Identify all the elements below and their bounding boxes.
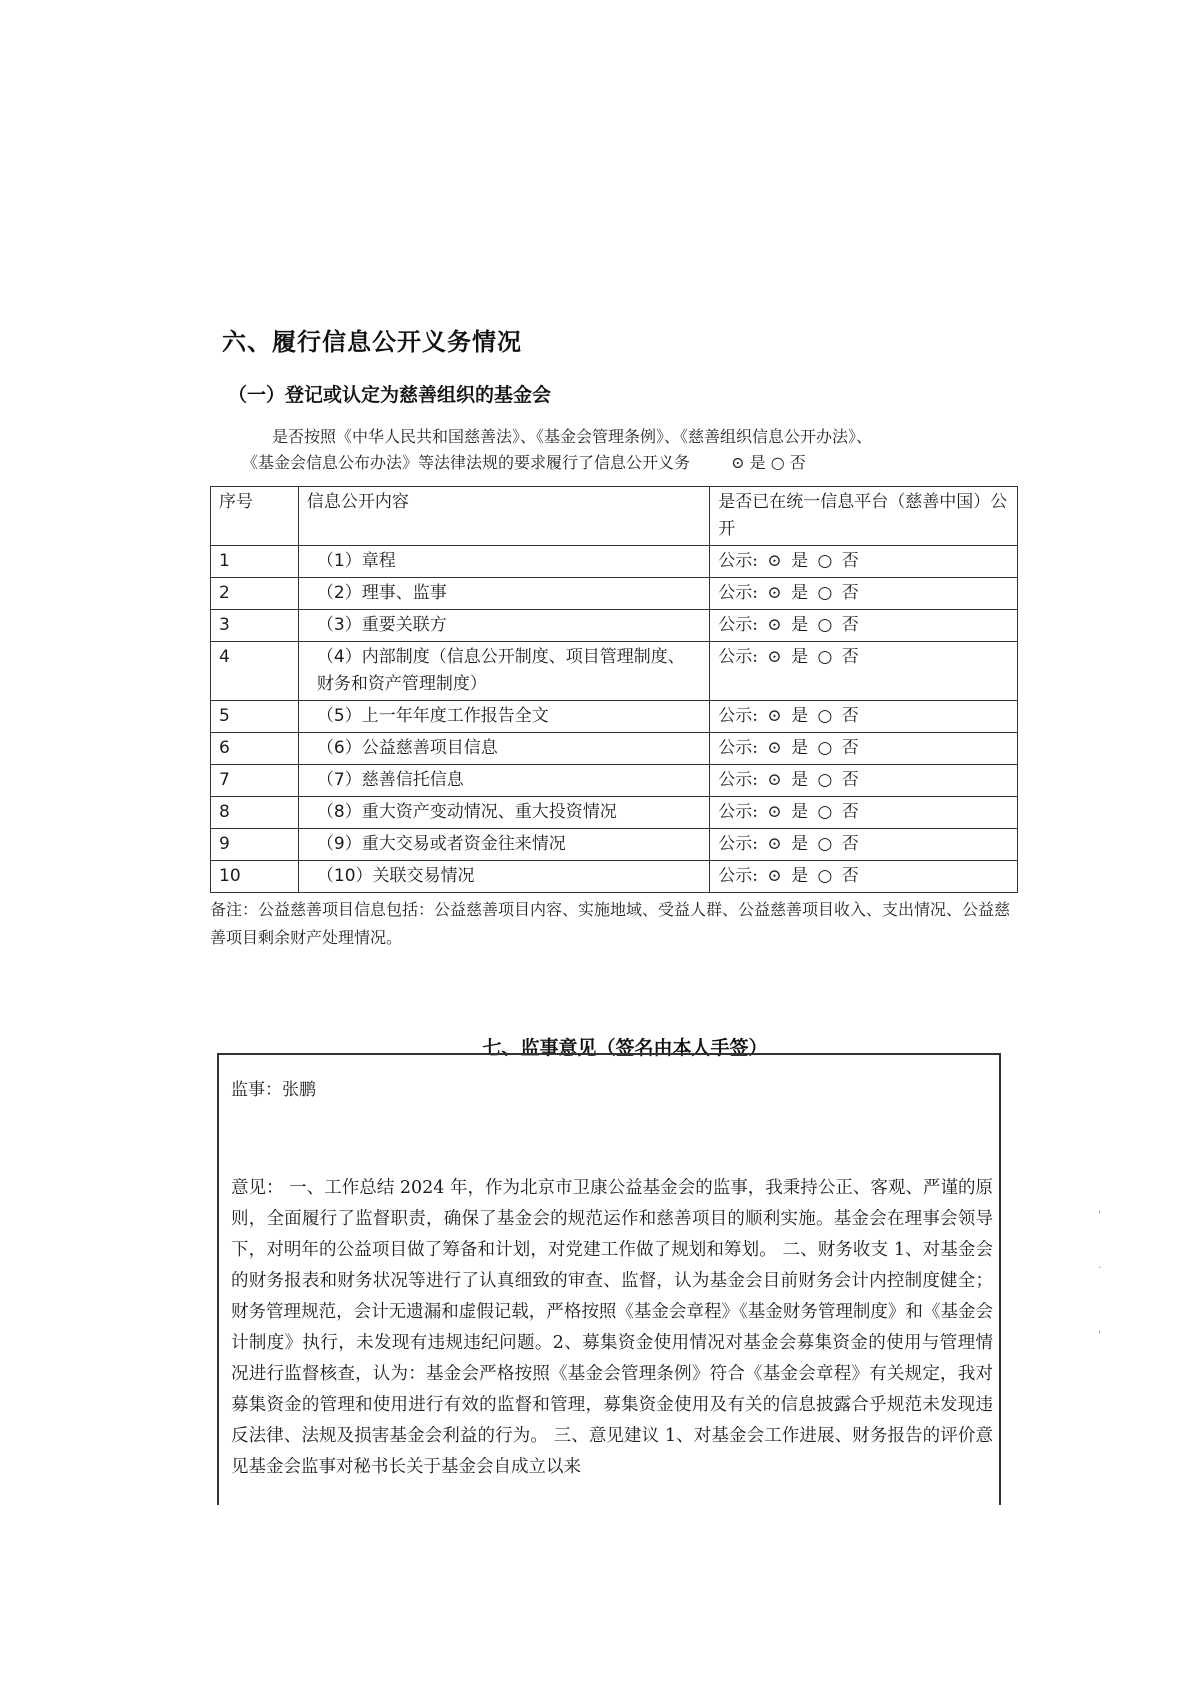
row-content: （8）重大资产变动情况、重大投资情况: [298, 797, 709, 829]
section-6-subtitle: （一）登记或认定为慈善组织的基金会: [228, 384, 552, 406]
row-content: （4）内部制度（信息公开制度、项目管理制度、财务和资产管理制度）: [298, 642, 709, 701]
radio-yes-label: 是: [791, 615, 809, 635]
status-prefix: 公示:: [718, 738, 759, 758]
radio-yes-label: 是: [791, 647, 809, 667]
row-status: [710, 578, 1018, 610]
row-content: （7）慈善信托信息: [298, 765, 709, 797]
radio-no-label: 否: [841, 583, 859, 603]
supervisor-line: [231, 1075, 316, 1100]
radio-no-label: 否: [841, 647, 859, 667]
row-serial: 8: [211, 797, 299, 829]
radio-no-icon[interactable]: ○: [817, 583, 833, 603]
row-serial: 3: [211, 610, 299, 642]
radio-no-icon[interactable]: ○: [817, 834, 833, 854]
table-row: [211, 797, 1018, 829]
row-serial: 1: [211, 546, 299, 578]
status-prefix: 公示:: [718, 834, 759, 854]
table-row: [211, 701, 1018, 733]
status-prefix: 公示:: [718, 706, 759, 726]
row-status: [710, 797, 1018, 829]
radio-yes-selected-icon[interactable]: ⊙: [767, 583, 782, 603]
table-header-row: [211, 487, 1018, 546]
radio-no-icon[interactable]: ○: [817, 551, 833, 571]
radio-yes-label: 是: [791, 583, 809, 603]
section-6-title: 六、履行信息公开义务情况: [222, 328, 522, 356]
scan-artifact: ': [1098, 1330, 1101, 1341]
radio-no-label: 否: [841, 802, 859, 822]
radio-yes-label: 是: [791, 770, 809, 790]
scan-artifact: .: [1098, 1260, 1102, 1271]
row-status: [710, 701, 1018, 733]
scan-artifact: ': [1098, 1210, 1101, 1221]
radio-no-icon[interactable]: ○: [817, 647, 833, 667]
row-status: [710, 733, 1018, 765]
supervisor-name: 张鹏: [282, 1080, 316, 1100]
radio-yes-selected-icon[interactable]: ⊙: [767, 615, 782, 635]
radio-no-label: 否: [841, 866, 859, 886]
compliance-radio-group: [731, 453, 806, 472]
status-prefix: 公示:: [718, 647, 759, 667]
row-serial: 6: [211, 733, 299, 765]
row-serial: 4: [211, 642, 299, 701]
row-status: [710, 642, 1018, 701]
status-prefix: 公示:: [718, 615, 759, 635]
row-content: （1）章程: [298, 546, 709, 578]
table-row: [211, 642, 1018, 701]
row-content: （5）上一年年度工作报告全文: [298, 701, 709, 733]
table-row: [211, 546, 1018, 578]
table-row: [211, 578, 1018, 610]
radio-yes-label: 是: [791, 706, 809, 726]
table-row: [211, 829, 1018, 861]
row-serial: 10: [211, 861, 299, 893]
row-content: （9）重大交易或者资金往来情况: [298, 829, 709, 861]
radio-no-label: 否: [841, 770, 859, 790]
table-body: [211, 546, 1018, 893]
status-prefix: 公示:: [718, 866, 759, 886]
header-content: 信息公开内容: [298, 487, 709, 546]
radio-yes-selected-icon[interactable]: ⊙: [767, 802, 782, 822]
row-status: [710, 765, 1018, 797]
supervisor-opinion-box: [217, 1053, 1001, 1505]
row-serial: 2: [211, 578, 299, 610]
radio-no-label: 否: [841, 551, 859, 571]
table-note: 备注：公益慈善项目信息包括：公益慈善项目内容、实施地域、受益人群、公益慈善项目收入、支出情况、公益慈善项目剩余财产处理情况。: [210, 900, 1011, 947]
radio-yes-selected-icon[interactable]: ⊙: [731, 453, 745, 472]
row-status: [710, 861, 1018, 893]
table-row: [211, 861, 1018, 893]
radio-no-icon[interactable]: ○: [817, 866, 833, 886]
radio-no-label: 否: [841, 834, 859, 854]
radio-yes-label: 是: [749, 453, 766, 472]
radio-no-icon[interactable]: ○: [770, 453, 785, 472]
status-prefix: 公示:: [718, 770, 759, 790]
row-serial: 9: [211, 829, 299, 861]
row-content: （2）理事、监事: [298, 578, 709, 610]
radio-yes-label: 是: [791, 738, 809, 758]
radio-yes-selected-icon[interactable]: ⊙: [767, 770, 782, 790]
row-status: [710, 829, 1018, 861]
status-prefix: 公示:: [718, 551, 759, 571]
row-content: （10）关联交易情况: [298, 861, 709, 893]
row-serial: 7: [211, 765, 299, 797]
section-7-title: 七、监事意见（签名由本人手签）: [482, 1037, 768, 1059]
radio-yes-selected-icon[interactable]: ⊙: [767, 738, 782, 758]
row-content: （6）公益慈善项目信息: [298, 733, 709, 765]
radio-no-icon[interactable]: ○: [817, 706, 833, 726]
opinion-text: 意见： 一、工作总结 2024 年，作为北京市卫康公益基金会的监事，我秉持公正、客观、严谨的原则，全面履行了监督职责，确保了基金会的规范运作和慈善项目的顺利实施。基金会在理事会领导下，对明年的公益项目做了筹备和计划，对党建工作做了规划和筹划。 二、财务收支 1、对基金会的财务报表和财务状况等进行了认真细致的审查、监督，认为基金会目前财务会计内控制度健全；财务管理规范，会计无遗漏和虚假记载，严格按照《基金会章程》《基金财务管理制度》和《基金会计制度》执行，未发现有违规违纪问题。2、募集资金使用情况对基金会募集资金的使用与管理情况进行监督核查，认为：基金会严格按照《基金会管理条例》符合《基金会章程》有关规定，我对募集资金的管理和使用进行有效的监督和管理，募集资金使用及有关的信息披露合乎规范未发现违反法律、法规及损害基金会利益的行为。 三、意见建议 1、对基金会工作进展、财务报告的评价意见基金会监事对秘书长关于基金会自成立以来: [231, 1178, 993, 1477]
radio-yes-label: 是: [791, 802, 809, 822]
radio-yes-selected-icon[interactable]: ⊙: [767, 866, 782, 886]
radio-yes-selected-icon[interactable]: ⊙: [767, 706, 782, 726]
status-prefix: 公示:: [718, 802, 759, 822]
radio-no-label: 否: [789, 453, 806, 472]
status-prefix: 公示:: [718, 583, 759, 603]
radio-no-icon[interactable]: ○: [817, 615, 833, 635]
supervisor-label: 监事：: [231, 1080, 282, 1100]
row-serial: 5: [211, 701, 299, 733]
radio-no-icon[interactable]: ○: [817, 770, 833, 790]
table-row: [211, 765, 1018, 797]
row-status: [710, 546, 1018, 578]
disclosure-table: [210, 486, 1018, 893]
radio-yes-label: 是: [791, 834, 809, 854]
radio-no-icon[interactable]: ○: [817, 802, 833, 822]
row-status: [710, 610, 1018, 642]
table-row: [211, 733, 1018, 765]
radio-yes-selected-icon[interactable]: ⊙: [767, 551, 782, 571]
header-serial: 序号: [211, 487, 299, 546]
radio-no-label: 否: [841, 706, 859, 726]
header-published: 是否已在统一信息平台（慈善中国）公开: [710, 487, 1018, 546]
compliance-statement: [214, 424, 1024, 476]
row-content: （3）重要关联方: [298, 610, 709, 642]
compliance-line-1: 是否按照《中华人民共和国慈善法》、《基金会管理条例》、《慈善组织信息公开办法》、: [272, 427, 873, 446]
radio-no-label: 否: [841, 738, 859, 758]
radio-yes-label: 是: [791, 866, 809, 886]
radio-no-label: 否: [841, 615, 859, 635]
compliance-question: 《基金会信息公布办法》等法律法规的要求履行了信息公开义务: [242, 453, 691, 472]
radio-yes-label: 是: [791, 551, 809, 571]
radio-yes-selected-icon[interactable]: ⊙: [767, 647, 782, 667]
radio-yes-selected-icon[interactable]: ⊙: [767, 834, 782, 854]
table-row: [211, 610, 1018, 642]
compliance-line-2: [214, 450, 1024, 476]
radio-no-icon[interactable]: ○: [817, 738, 833, 758]
